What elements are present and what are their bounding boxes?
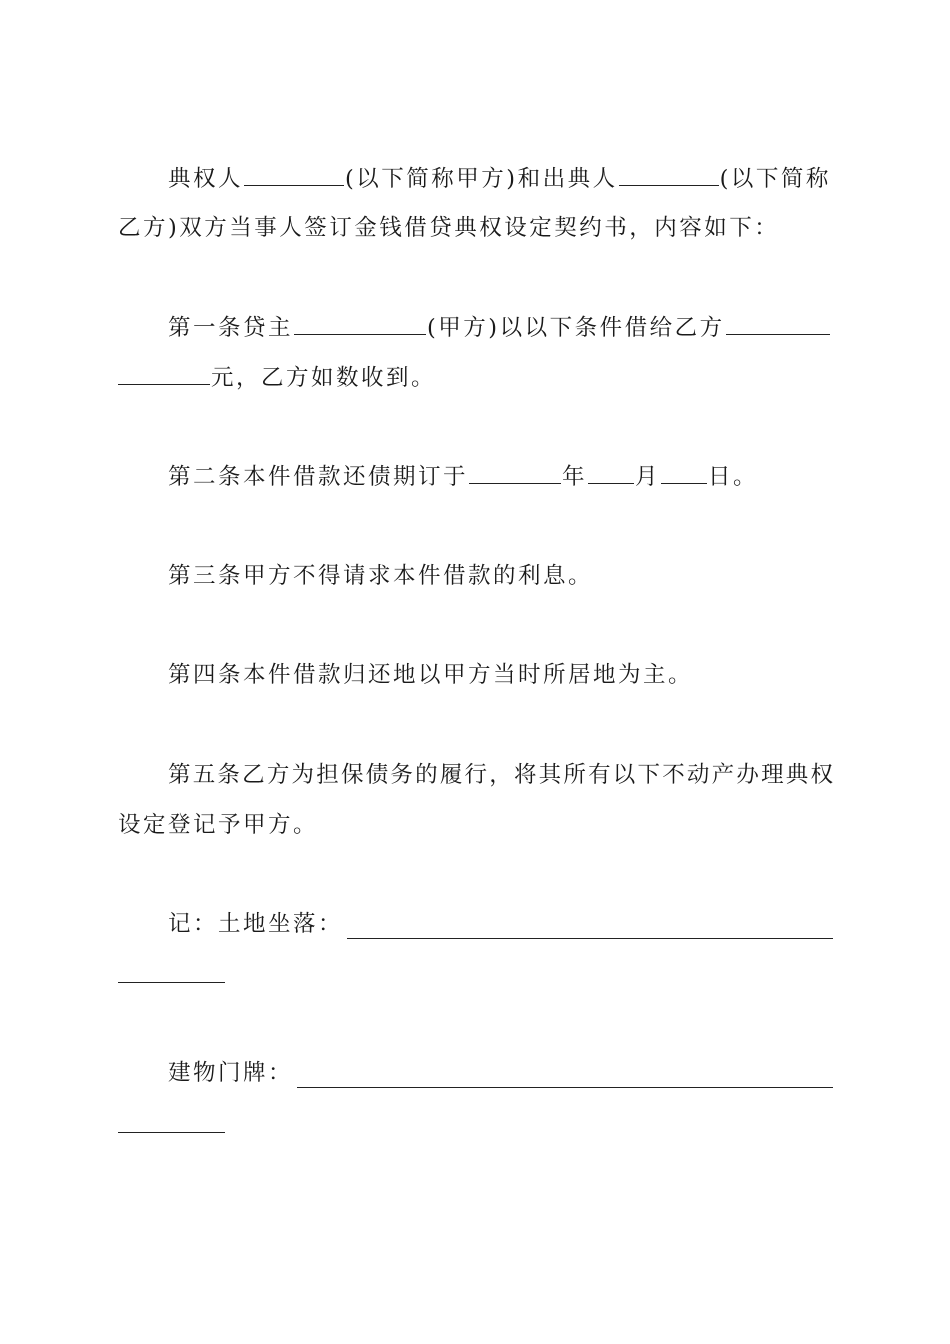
article-1-line-1 (168, 312, 833, 342)
article-5-line-1: 第五条乙方为担保债务的履行，将其所有以下不动产办理典权 (168, 762, 833, 788)
year-label: 年 (562, 464, 588, 490)
lender-name-blank (294, 312, 426, 335)
loan-amount-blank-cont (118, 362, 210, 385)
building-number-field (168, 1058, 833, 1088)
day-blank (661, 461, 707, 484)
article-4: 第四条本件借款归还地以甲方当时所居地为主。 (168, 662, 694, 688)
loan-amount-blank (726, 312, 830, 335)
preamble-text-b: (以下简称甲方)和出典人 (345, 166, 618, 192)
article-3: 第三条甲方不得请求本件借款的利息。 (168, 563, 594, 589)
land-location-label: 记：土地坐落： (168, 911, 344, 937)
preamble-text-a: 典权人 (168, 166, 244, 192)
preamble-line-2: 乙方)双方当事人签订金钱借贷典权设定契约书，内容如下： (118, 215, 780, 241)
land-location-field (168, 909, 833, 939)
article-1-text-c: 元，乙方如数收到。 (211, 365, 437, 391)
article-1-text-b: (甲方)以以下条件借给乙方 (427, 315, 725, 341)
building-number-blank (297, 1065, 833, 1088)
article-2 (168, 461, 833, 491)
building-number-label: 建物门牌： (168, 1060, 294, 1086)
land-location-blank (347, 916, 833, 939)
pledgee-name-blank (244, 163, 344, 186)
day-label: 日。 (708, 464, 759, 490)
pledgor-name-blank (619, 163, 719, 186)
preamble-line-1 (168, 163, 833, 193)
preamble-text-c: (以下简称 (719, 166, 831, 192)
building-number-blank-cont (118, 1132, 225, 1133)
article-1-line-2 (118, 362, 833, 392)
article-1-text-a: 第一条贷主 (168, 315, 294, 341)
year-blank (469, 461, 561, 484)
month-label: 月 (635, 464, 661, 490)
article-2-text-a: 第二条本件借款还债期订于 (168, 464, 469, 490)
month-blank (588, 461, 634, 484)
land-location-blank-cont (118, 982, 225, 983)
article-5-line-2: 设定登记予甲方。 (118, 812, 319, 838)
